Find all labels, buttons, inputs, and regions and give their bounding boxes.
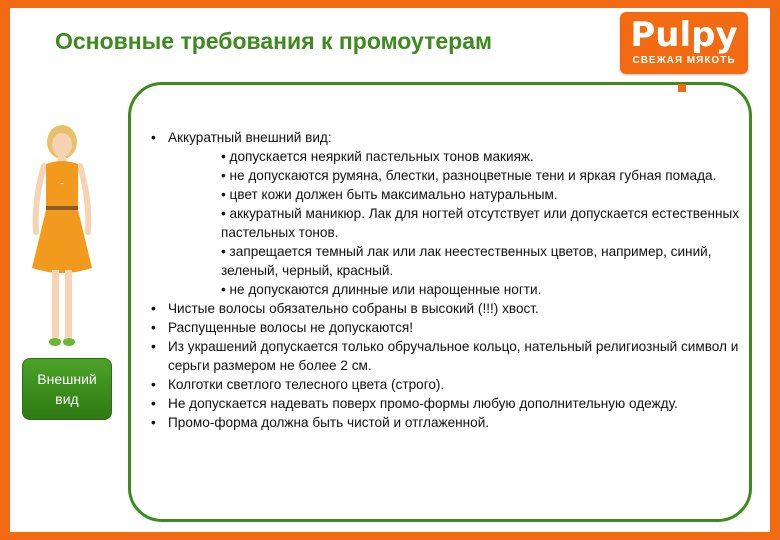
logo-tagline: СВЕЖАЯ МЯКОТЬ [632, 55, 736, 66]
sub-item: • не допускаются румяна, блестки, разноцветные тени и яркая губная помада. [221, 168, 717, 183]
promoter-illustration [22, 120, 102, 355]
list-item: • Колготки светлого телесного цвета (строго). [147, 375, 747, 394]
pulpy-logo [620, 12, 748, 74]
list-item [147, 128, 747, 299]
sub-item: • допускается неяркий пастельных тонов макияж. [221, 149, 534, 164]
corner-marker [678, 84, 686, 92]
list-item: • Чистые волосы обязательно собраны в высокий (!!!) хвост. [147, 299, 747, 318]
page-title: Основные требования к промоутерам [55, 28, 493, 54]
logo-word: Pulpy [630, 15, 738, 55]
section-label: Внешний вид [22, 358, 112, 420]
sub-item: • запрещается темный лак или лак неестественных цветов, например, синий, зеленый, черный, красный. [221, 244, 712, 278]
sub-item: • цвет кожи должен быть максимально натуральным. [221, 187, 558, 202]
list-item: • Распущенные волосы не допускаются! [147, 318, 747, 337]
appearance-sublist [221, 147, 747, 299]
list-item: • Промо-форма должна быть чистой и отглаженной. [147, 413, 747, 432]
sub-item: • аккуратный маникюр. Лак для ногтей отсутствует или допускается естественных пастельных тонов. [221, 206, 740, 240]
svg-text:~: ~ [60, 182, 64, 188]
requirements-list [147, 128, 747, 432]
appearance-label: Аккуратный внешний вид: [168, 130, 332, 145]
sub-item: • не допускаются длинные или нарощенные ногти. [221, 282, 542, 297]
list-item: • Из украшений допускается только обручальное кольцо, нательный религиозный символ и серьги размером не более 2 см. [147, 337, 747, 375]
list-item: • Не допускается надевать поверх промо-формы любую дополнительную одежду. [147, 394, 747, 413]
